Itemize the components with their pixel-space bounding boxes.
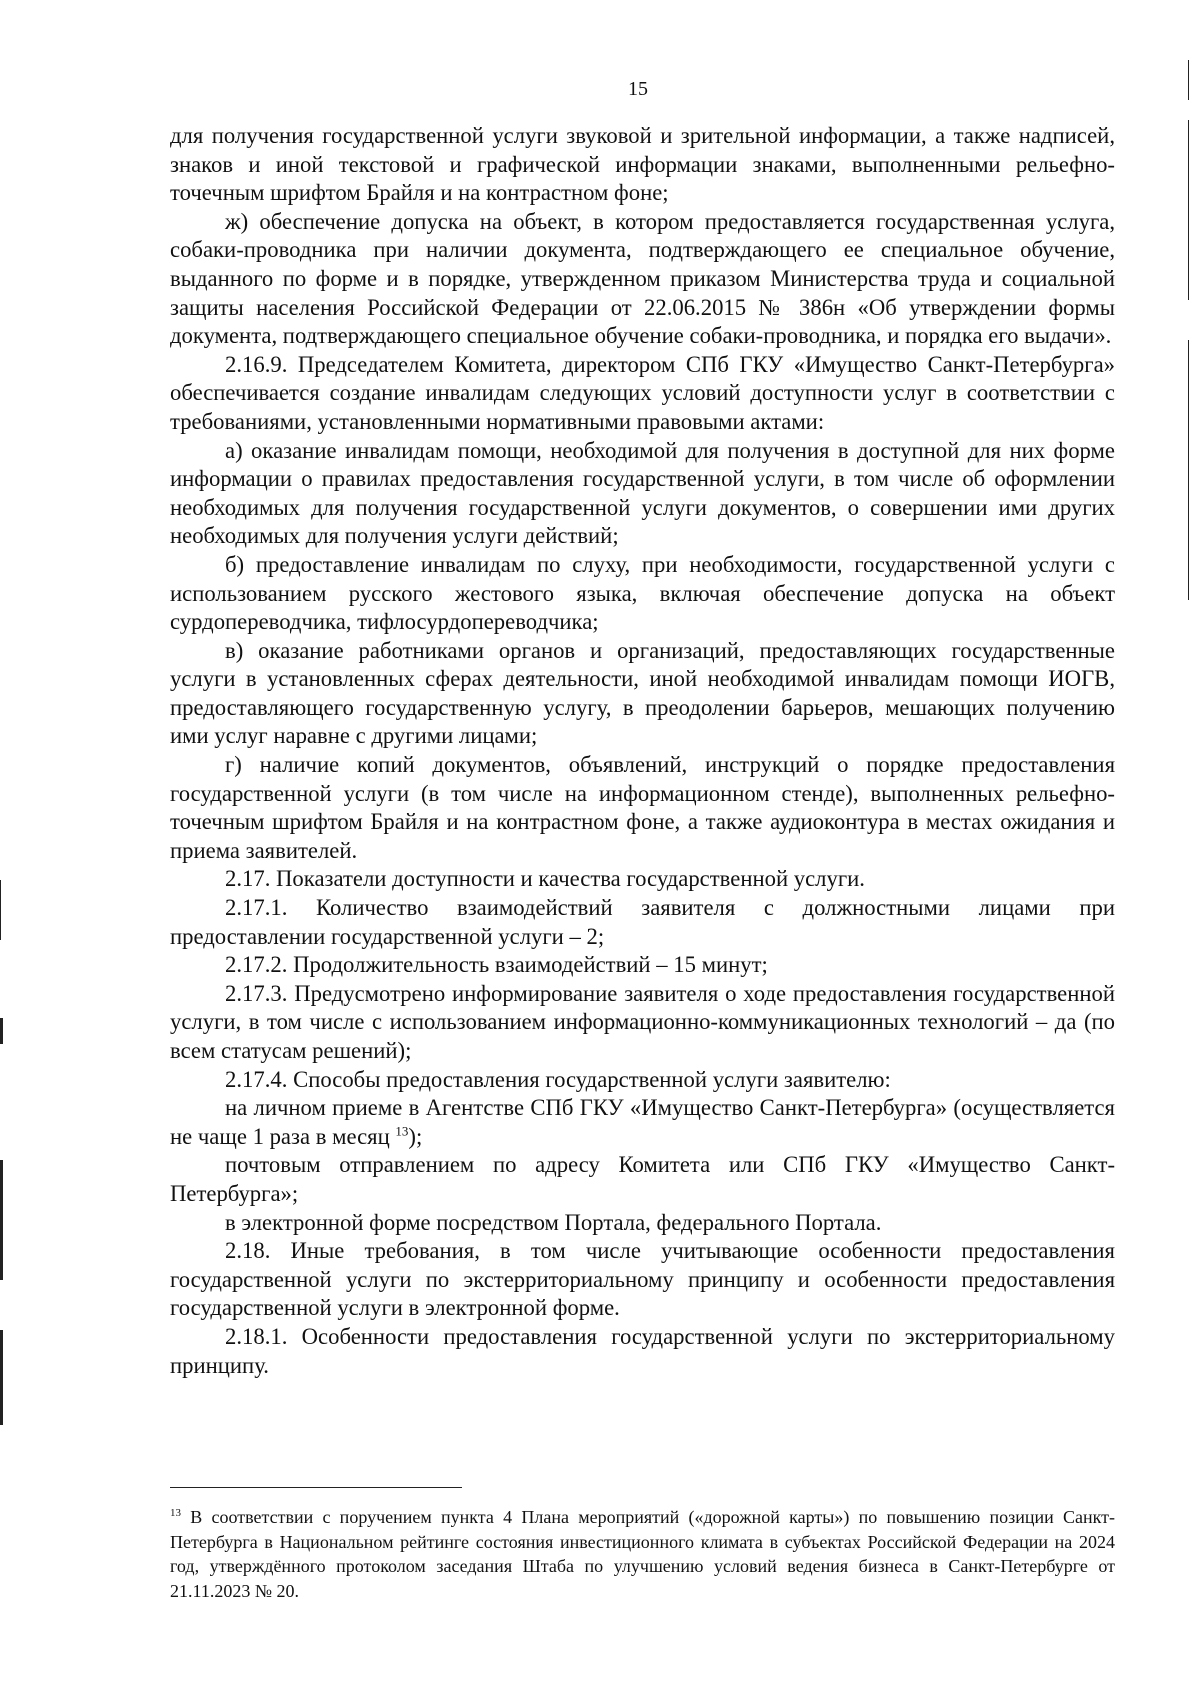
- footnote-text: В соответствии с поручением пункта 4 Плана мероприятий («дорожной карты») по повышению позиции Санкт-Петербурга в Национальном рейтинге состояния инвестиционного климата в субъектах Российской Федерации на 2024 год, утверждённого протоколом заседания Штаба по улучшению условий ведения бизнеса в Санкт-Петербурге от 21.11.2023 № 20.: [170, 1507, 1115, 1601]
- paragraph: 2.17.2. Продолжительность взаимодействий – 15 минут;: [225, 952, 768, 978]
- paragraph: 2.17.3. Предусмотрено информирование заявителя о ходе предоставления государственной услуги, в том числе с использованием информационно-коммуникационных технологий – да (по всем статусам решений);: [170, 980, 1115, 1063]
- paragraph: 2.16.9. Председателем Комитета, директором СПб ГКУ «Имущество Санкт-Петербурга» обеспечивается создание инвалидам следующих условий доступности услуг в соответствии с требованиями, установленными нормативными правовыми актами:: [170, 351, 1115, 434]
- footnote-mark: 13: [170, 1507, 181, 1519]
- footnote: [170, 1505, 1115, 1603]
- paragraph: а) оказание инвалидам помощи, необходимой для получения в доступной для них форме информации о правилах предоставления государственной услуги, в том числе об оформлении необходимых для получения государственной услуги документов, о совершении ими других необходимых для получения услуги действий;: [170, 437, 1115, 549]
- paragraph: б) предоставление инвалидам по слуху, при необходимости, государственной услуги с использованием русского жестового языка, включая обеспечение допуска на объект сурдопереводчика, тифлосурдопереводчика;: [170, 551, 1115, 635]
- paragraph: в) оказание работниками органов и организаций, предоставляющих государственные услуги в установленных сферах деятельности, иной необходимой инвалидам помощи ИОГВ, предоставляющего государственную услугу, в преодолении барьеров, мешающих получению ими услуг наравне с другими лицами;: [170, 637, 1115, 749]
- document-body: [170, 122, 1115, 1380]
- paragraph: 2.17.1. Количество взаимодействий заявителя с должностными лицами при предоставлении государственной услуги – 2;: [170, 895, 1115, 949]
- page-number: 15: [628, 78, 648, 100]
- footnote-separator: [170, 1487, 462, 1488]
- section-heading: 2.18. Иные требования, в том числе учитывающие особенности предоставления государственной услуги по экстерриториальному принципу и особенности предоставления государственной услуги в электронной форме.: [170, 1238, 1115, 1321]
- paragraph: почтовым отправлением по адресу Комитета или СПб ГКУ «Имущество Санкт-Петербурга»;: [170, 1152, 1115, 1206]
- paragraph-with-footnote-ref: [170, 1094, 1115, 1151]
- scan-edge-marks: [1188, 0, 1194, 1696]
- paragraph: ж) обеспечение допуска на объект, в котором предоставляется государственная услуга, собаки-проводника при наличии документа, подтверждающего ее специальное обучение, выданного по форме и в порядке, утвержденном приказом Министерства труда и социальной защиты населения Российской Федерации от 22.06.2015 № 386н «Об утверждении формы документа, подтверждающего специальное обучение собаки-проводника, и порядка его выдачи».: [170, 208, 1115, 349]
- paragraph: 2.18.1. Особенности предоставления государственной услуги по экстерриториальному принципу.: [170, 1323, 1115, 1378]
- paragraph: г) наличие копий документов, объявлений, инструкций о порядке предоставления государственной услуги (в том числе на информационном стенде), выполненных рельефно-точечным шрифтом Брайля и на контрастном фоне, а также аудиоконтура в местах ожидания и приема заявителей.: [170, 752, 1115, 863]
- section-heading: 2.17. Показатели доступности и качества государственной услуги.: [225, 866, 865, 892]
- paragraph-text: на личном приеме в Агентстве СПб ГКУ «Имущество Санкт-Петербурга» (осуществляется не чаще 1 раза в месяц: [170, 1095, 1115, 1149]
- paragraph: в электронной форме посредством Портала, федерального Портала.: [225, 1209, 882, 1235]
- scan-edge-marks: [0, 0, 6, 1696]
- paragraph: 2.17.4. Способы предоставления государственной услуги заявителю:: [225, 1066, 891, 1092]
- paragraph-text: );: [408, 1123, 423, 1149]
- footnote-reference: 13: [395, 1123, 409, 1139]
- paragraph: для получения государственной услуги звуковой и зрительной информации, а также надписей, знаков и иной текстовой и графической информации знаками, выполненными рельефно-точечным шрифтом Брайля и на контрастном фоне;: [170, 123, 1115, 206]
